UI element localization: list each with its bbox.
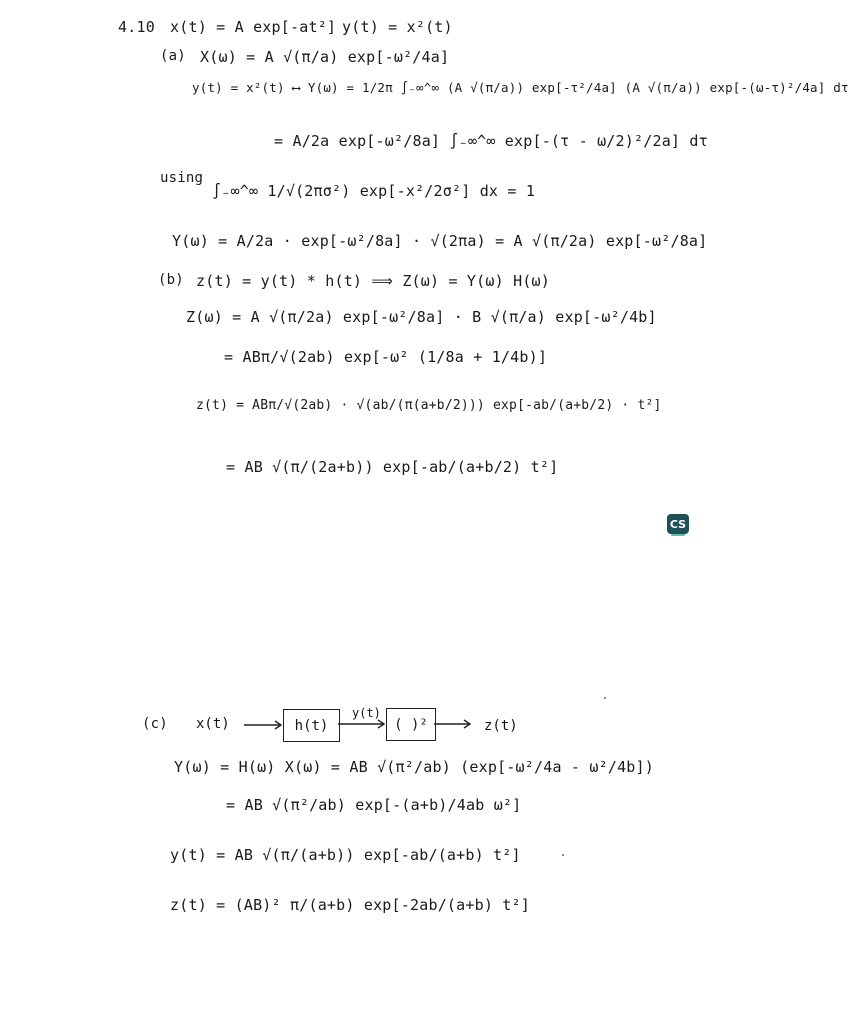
part-a-line3: = A/2a exp[-ω²/8a] ∫₋∞^∞ exp[-(τ - ω/2)²/2a] dτ — [274, 132, 708, 150]
part-b-line2: Z(ω) = A √(π/2a) exp[-ω²/8a] · B √(π/a) exp[-ω²/4b] — [186, 308, 657, 326]
diagram-input-signal: x(t) — [196, 716, 230, 732]
part-b-line3: = ABπ/√(2ab) exp[-ω² (1/8a + 1/4b)] — [224, 348, 548, 366]
block-square-label: ( )² — [394, 716, 428, 733]
given-x: x(t) = A exp[-at²] — [170, 18, 337, 36]
part-a-line2: y(t) = x²(t) ⟷ Y(ω) = 1/2π ∫₋∞^∞ (A √(π/a)) exp[-τ²/4a] (A √(π/a)) exp[-(ω-τ)²/4a] dτ — [192, 80, 849, 95]
diagram-output-signal: z(t) — [484, 718, 518, 734]
part-b-line1: z(t) = y(t) * h(t) ⟹ Z(ω) = Y(ω) H(ω) — [196, 272, 551, 290]
part-c-label: (c) — [142, 716, 168, 732]
diagram-mid-signal: y(t) — [352, 706, 381, 720]
block-h-label: h(t) — [294, 717, 329, 734]
camscanner-badge: CS — [667, 514, 689, 534]
part-b-label: (b) — [158, 272, 184, 288]
part-c-line3: y(t) = AB √(π/(a+b)) exp[-ab/(a+b) t²] — [170, 846, 521, 864]
part-b-line5: = AB √(π/(2a+b)) exp[-ab/(a+b/2) t²] — [226, 458, 559, 476]
part-b-line4: z(t) = ABπ/√(2ab) · √(ab/(π(a+b/2))) exp[-ab/(a+b/2) · t²] — [196, 398, 662, 413]
using-label: using — [160, 170, 204, 186]
problem-number: 4.10 — [118, 18, 155, 36]
part-c-line2: = AB √(π²/ab) exp[-(a+b)/4ab ω²] — [226, 796, 522, 814]
part-a-line1: X(ω) = A √(π/a) exp[-ω²/4a] — [200, 48, 450, 66]
part-c-line4: z(t) = (AB)² π/(a+b) exp[-2ab/(a+b) t²] — [170, 896, 530, 914]
part-c-line1: Y(ω) = H(ω) X(ω) = AB √(π²/ab) (exp[-ω²/4a - ω²/4b]) — [174, 758, 654, 776]
part-a-line4: Y(ω) = A/2a · exp[-ω²/8a] · √(2πa) = A √(π/2a) exp[-ω²/8a] — [172, 232, 708, 250]
using-formula: ∫₋∞^∞ 1/√(2πσ²) exp[-x²/2σ²] dx = 1 — [212, 182, 536, 200]
part-a-label: (a) — [160, 48, 186, 64]
given-y: y(t) = x²(t) — [342, 18, 453, 36]
